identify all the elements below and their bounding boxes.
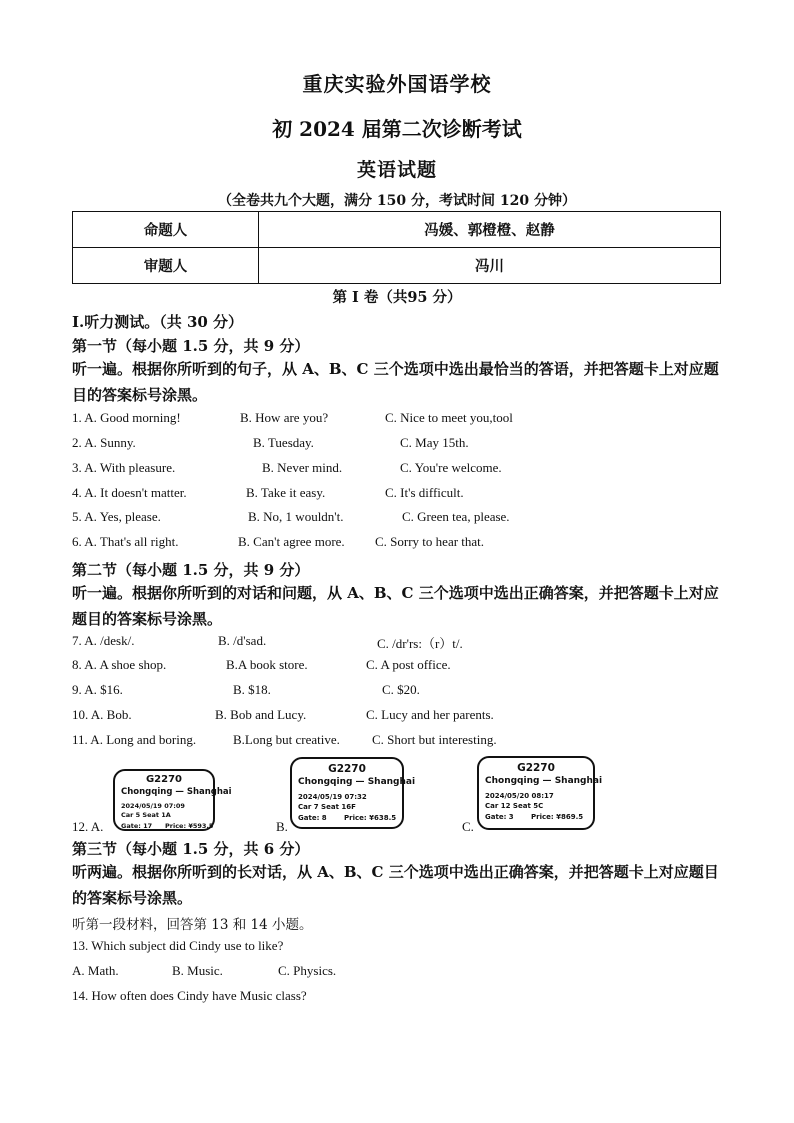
staff-table [72, 211, 721, 284]
option-b: B. Take it easy. [246, 485, 326, 500]
instruction: 听两遍。根据你所听到的长对话，从 A、B、C 三个选项中选出正确答案，并把答题卡上对应题目的答案标号涂黑。 [72, 863, 719, 907]
subsection-title: 第二节（每小题 1.5 分，共 9 分） [72, 561, 310, 579]
subsection-title: 第三节（每小题 1.5 分，共 6 分） [72, 840, 310, 858]
train-price: Price: ¥638.5 [344, 814, 397, 822]
instruction: 听一遍。根据你所听到的对话和问题，从 A、B、C 三个选项中选出正确答案，并把答题卡上对应题目的答案标号涂黑。 [72, 584, 719, 628]
train-datetime: 2024/05/19 07:32 [298, 793, 367, 801]
option-a: 2. A. Sunny. [72, 435, 136, 450]
train-price: Price: ¥593.5 [165, 822, 214, 830]
train-ticket-b [290, 757, 416, 829]
staff-value: 冯川 [259, 248, 721, 284]
train-route: Chongqing — Shanghai [485, 776, 603, 786]
part-title: 第 I 卷（共95 分） [332, 289, 462, 306]
table-row [73, 248, 721, 284]
option-b: B. Music. [172, 963, 223, 978]
option-a: 9. A. $16. [72, 682, 123, 697]
school-name: 重庆实验外国语学校 [302, 72, 492, 96]
option-a-label: 12. A. [72, 819, 104, 834]
option-a: A. Math. [72, 963, 119, 978]
train-number: G2270 [328, 763, 366, 775]
option-b: B. /d'sad. [218, 633, 267, 648]
option-a: 4. A. It doesn't matter. [72, 485, 187, 500]
option-a: 8. A. A shoe shop. [72, 657, 167, 672]
staff-label: 审题人 [73, 248, 259, 284]
option-b: B. No, 1 wouldn't. [248, 509, 344, 524]
option-b: B. How are you? [240, 410, 329, 425]
subject-title: 英语试题 [356, 159, 437, 181]
exam-title: 初 2024 届第二次诊断考试 [272, 117, 522, 141]
train-gate: Gate: 17 [121, 822, 153, 830]
question-stem: 13. Which subject did Cindy use to like? [72, 938, 284, 953]
option-a: 10. A. Bob. [72, 707, 132, 722]
option-a: 1. A. Good morning! [72, 410, 181, 425]
train-datetime: 2024/05/20 08:17 [485, 792, 554, 800]
train-number: G2270 [145, 774, 183, 785]
train-route: Chongqing — Shanghai [298, 777, 416, 787]
option-b: B.A book store. [226, 657, 308, 672]
option-a: 6. A. That's all right. [72, 534, 179, 549]
train-ticket-c [477, 756, 603, 830]
option-c: C. May 15th. [400, 435, 469, 450]
table-row [73, 212, 721, 248]
option-c: C. /dr'rs:（r）t/. [377, 636, 463, 651]
option-b: B. Can't agree more. [238, 534, 345, 549]
train-number: G2270 [517, 762, 555, 774]
train-gate: Gate: 8 [298, 814, 327, 822]
train-route: Chongqing — Shanghai [121, 787, 232, 797]
option-c: C. Physics. [278, 963, 337, 978]
option-c: C. Green tea, please. [402, 509, 510, 524]
instruction: 听一遍。根据你所听到的句子，从 A、B、C 三个选项中选出最恰当的答语，并把答题卡上对应题目的答案标号涂黑。 [72, 360, 719, 404]
option-b: B. $18. [233, 682, 271, 697]
staff-label: 命题人 [73, 212, 259, 248]
option-c: C. You're welcome. [400, 460, 502, 475]
listening-lead: 听第一段材料，回答第 13 和 14 小题。 [72, 917, 313, 933]
train-ticket-a [113, 769, 232, 831]
option-b: B. Tuesday. [253, 435, 314, 450]
option-c: C. Sorry to hear that. [375, 534, 485, 549]
subsection-title: 第一节（每小题 1.5 分，共 9 分） [72, 337, 310, 355]
train-seat: Car 7 Seat 16F [298, 803, 356, 811]
train-seat: Car 5 Seat 1A [121, 811, 171, 819]
option-b-label: B. [276, 819, 288, 834]
option-c: C. Nice to meet you,tool [385, 410, 513, 425]
option-c-label: C. [462, 819, 474, 834]
staff-value: 冯媛、郭橙橙、赵静 [259, 212, 721, 248]
section-heading: Ⅰ.听力测试。（共 30 分） [72, 313, 244, 331]
option-c: C. Short but interesting. [372, 732, 497, 747]
question-stem: 14. How often does Cindy have Music class? [72, 988, 307, 1003]
option-c: C. $20. [382, 682, 420, 697]
option-a: 11. A. Long and boring. [72, 732, 197, 747]
train-price: Price: ¥869.5 [531, 813, 584, 821]
option-b: B.Long but creative. [233, 732, 340, 747]
option-b: B. Never mind. [262, 460, 343, 475]
train-seat: Car 12 Seat 5C [485, 802, 544, 810]
option-a: 7. A. /desk/. [72, 633, 135, 648]
train-datetime: 2024/05/19 07:09 [121, 802, 185, 810]
option-c: C. It's difficult. [385, 485, 464, 500]
option-b: B. Bob and Lucy. [215, 707, 307, 722]
option-a: 3. A. With pleasure. [72, 460, 176, 475]
option-c: C. Lucy and her parents. [366, 707, 494, 722]
train-gate: Gate: 3 [485, 813, 514, 821]
option-c: C. A post office. [366, 657, 451, 672]
exam-note: （全卷共九个大题，满分 150 分，考试时间 120 分钟） [218, 193, 576, 209]
option-a: 5. A. Yes, please. [72, 509, 161, 524]
